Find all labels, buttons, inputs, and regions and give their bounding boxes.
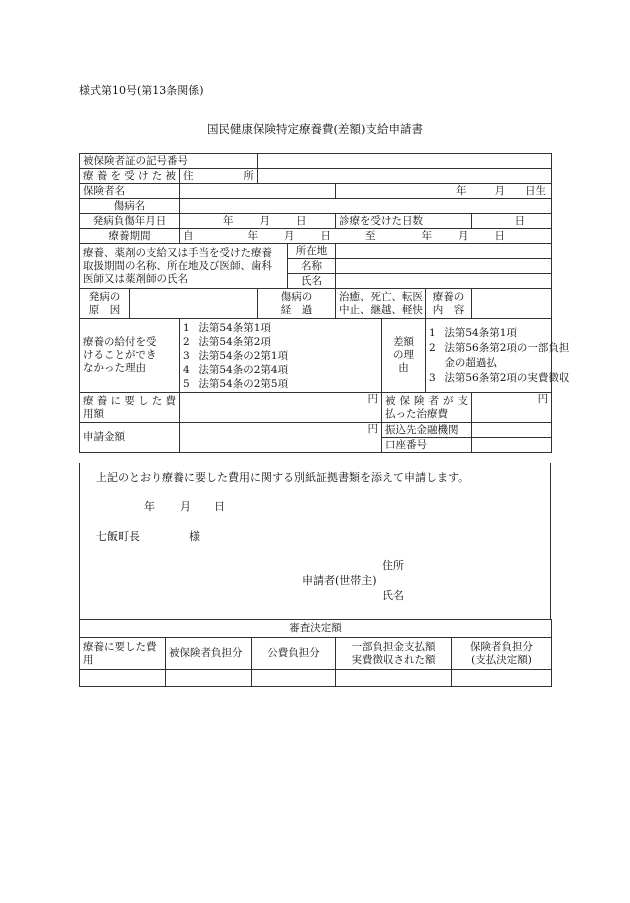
insured-id-label: 被保険者証の記号番号 <box>80 154 258 169</box>
course-label-line-1: 傷病の <box>280 290 313 303</box>
diff-option-3[interactable] <box>429 371 570 386</box>
patient-birthdate-field[interactable] <box>336 184 552 199</box>
paid-label <box>382 393 472 423</box>
review-col-partial-payment <box>336 638 452 670</box>
illness-name-label: 傷病名 <box>80 199 180 214</box>
treatment-days-unit: 日 <box>514 214 526 227</box>
provider-desc-line-3: 医師又は薬剤師の氏名 <box>83 272 188 285</box>
diff-option-2-cont <box>429 356 548 371</box>
period-to-month: 月 <box>458 229 469 242</box>
review-col-insurer-share <box>452 638 552 670</box>
reason-option-4[interactable] <box>183 363 378 377</box>
applicant-label: 申請者(世帯主) <box>302 574 377 587</box>
reason-option-3[interactable] <box>183 349 378 363</box>
provider-facility-name-label: 名称 <box>288 259 336 274</box>
date-day-unit: 日 <box>214 500 225 513</box>
statement-area <box>79 463 551 620</box>
birth-day-unit: 日生 <box>525 184 547 197</box>
reason-option-number: 3 <box>183 349 190 362</box>
diff-option-2[interactable] <box>429 341 570 356</box>
period-field[interactable] <box>180 229 552 244</box>
cost-label-line-2: 用額 <box>83 407 104 420</box>
provider-person-name-label: 氏名 <box>288 274 336 289</box>
diff-option-text: 法第54条第1項 <box>444 326 517 339</box>
reason-label-line-1: 療養の給付を受 <box>83 336 157 348</box>
cause-field[interactable] <box>130 289 258 319</box>
treatment-days-field[interactable] <box>472 214 552 229</box>
review-col5-line-2: (支払決定額) <box>471 653 532 666</box>
patient-name-field[interactable] <box>180 184 336 199</box>
cause-label-line-1: 発病の <box>88 290 121 303</box>
patient-label-2: 保険者名 <box>80 184 180 199</box>
diff-option-text: 法第56条第2項の実費徴収 <box>444 371 570 384</box>
outcome-line-1: 治癒、死亡、転医 <box>339 290 424 303</box>
applicant-address-label: 住所 <box>382 559 404 572</box>
reason-option-text: 法第54条第1項 <box>198 321 271 334</box>
period-from-month: 月 <box>284 229 295 242</box>
statement-text: 上記のとおり療養に要した費用に関する別紙証拠書類を添えて申請します。 <box>96 471 470 484</box>
injury-day-unit: 日 <box>296 214 307 227</box>
account-label: 口座番号 <box>382 438 472 453</box>
cost-field[interactable] <box>180 393 382 423</box>
bank-label: 振込先金融機関 <box>382 423 472 438</box>
review-partial-payment-value[interactable] <box>336 670 452 687</box>
provider-desc-line-1: 療養、薬剤の支給又は手当を受けた療養 <box>83 246 272 259</box>
addressee: 七飯町長 <box>96 530 140 543</box>
date-month-unit: 月 <box>180 500 191 513</box>
diff-option-number: 3 <box>429 371 436 384</box>
cost-yen-unit: 円 <box>367 393 379 405</box>
reason-option-text: 法第54条の2第1項 <box>198 349 289 362</box>
diff-option-text: 金の超過払 <box>444 356 497 369</box>
outcome-line-2: 中止、継越、軽快 <box>339 303 424 316</box>
birth-year-unit: 年 <box>456 184 467 197</box>
reason-label-line-2: けることができ <box>83 349 157 361</box>
diff-option-number: 2 <box>429 341 436 354</box>
review-col-cost: 療養に要した費用 <box>80 638 166 670</box>
injury-date-field[interactable] <box>180 214 336 229</box>
reason-option-2[interactable] <box>183 335 378 349</box>
bank-field[interactable] <box>472 423 552 438</box>
cause-label-line-2: 原 因 <box>88 303 121 316</box>
review-public-share-value[interactable] <box>252 670 336 687</box>
patient-label-1: 療養を受けた被 <box>80 169 180 184</box>
review-cost-value[interactable] <box>80 670 166 687</box>
addressee-honorific: 様 <box>189 530 200 543</box>
paid-label-line-2: 払った治療費 <box>385 407 449 420</box>
insured-id-field[interactable] <box>258 154 552 169</box>
reason-option-5[interactable] <box>183 377 378 391</box>
reason-option-number: 1 <box>183 321 190 334</box>
provider-desc-line-2: 取扱期間の名称、所在地及び医師、歯科 <box>83 259 272 272</box>
patient-address-field[interactable] <box>258 169 552 184</box>
request-amount-label: 申請金額 <box>80 423 180 453</box>
diff-reason-options[interactable] <box>426 319 570 393</box>
reason-option-text: 法第54条第2項 <box>198 335 271 348</box>
reason-option-text: 法第54条の2第5項 <box>198 377 289 390</box>
cost-label-line-1: 療養に要した費 <box>83 394 176 407</box>
request-amount-field[interactable] <box>180 423 382 453</box>
diff-label-line-1: 差額 <box>393 336 415 348</box>
application-form-table <box>79 153 570 453</box>
cause-label <box>80 289 130 319</box>
content-label <box>426 289 472 319</box>
period-from-year: 年 <box>247 229 258 242</box>
account-field[interactable] <box>472 438 552 453</box>
review-insured-share-value[interactable] <box>166 670 252 687</box>
treatment-days-label: 診療を受けた日数 <box>336 214 472 229</box>
diff-option-text: 法第56条第2項の一部負担 <box>444 341 570 354</box>
period-label: 療養期間 <box>80 229 180 244</box>
provider-location-field[interactable] <box>336 244 552 259</box>
review-col-public-share: 公費負担分 <box>252 638 336 670</box>
review-col-insured-share: 被保険者負担分 <box>166 638 252 670</box>
review-col4-line-2: 実費徴収された額 <box>351 653 436 666</box>
reason-options[interactable] <box>180 319 382 393</box>
review-insurer-share-value[interactable] <box>452 670 552 687</box>
content-label-line-1: 療養の <box>432 290 465 303</box>
injury-year-unit: 年 <box>223 214 234 227</box>
review-decision-table <box>79 619 552 687</box>
period-to-year: 年 <box>421 229 432 242</box>
provider-facility-name-field[interactable] <box>336 259 552 274</box>
form-number: 様式第10号(第13条関係) <box>79 84 204 97</box>
reason-option-text: 法第54条の2第4項 <box>198 363 289 376</box>
reason-option-number: 4 <box>183 363 190 376</box>
diff-option-number: 1 <box>429 326 436 339</box>
provider-person-name-field[interactable] <box>336 274 552 289</box>
period-to: 至 <box>365 229 376 242</box>
date-year-unit: 年 <box>144 500 155 513</box>
reason-option-number: 2 <box>183 335 190 348</box>
cost-label <box>80 393 180 423</box>
period-from-day: 日 <box>320 229 331 242</box>
content-label-line-2: 内 容 <box>432 303 465 316</box>
applicant-name-label: 氏名 <box>382 589 404 602</box>
course-label <box>258 289 336 319</box>
review-col4-line-1: 一部負担金支払額 <box>351 640 436 653</box>
content-field[interactable] <box>472 289 552 319</box>
injury-month-unit: 月 <box>259 214 270 227</box>
review-col5-line-1: 保険者負担分 <box>470 640 534 653</box>
paid-label-line-1: 被保険者が支 <box>385 394 469 407</box>
diff-reason-label <box>382 319 426 393</box>
provider-location-label: 所在地 <box>288 244 336 259</box>
request-yen-unit: 円 <box>367 423 379 435</box>
paid-yen-unit: 円 <box>537 393 549 405</box>
birth-month-unit: 月 <box>494 184 506 197</box>
period-from: 自 <box>183 229 194 242</box>
paid-field[interactable] <box>472 393 552 423</box>
diff-label-line-3: 由 <box>398 362 409 374</box>
diff-label-line-2: の理 <box>393 349 415 361</box>
address-label: 住所 <box>180 169 258 184</box>
provider-description <box>80 244 288 289</box>
period-to-day: 日 <box>494 229 505 242</box>
course-label-line-2: 経 過 <box>280 303 313 316</box>
reason-option-number: 5 <box>183 377 190 390</box>
diff-option-1[interactable] <box>429 326 548 341</box>
illness-name-field[interactable] <box>180 199 552 214</box>
review-title: 審査決定額 <box>80 620 552 638</box>
reason-label <box>80 319 180 393</box>
document-title: 国民健康保険特定療養費(差額)支給申請書 <box>207 122 423 136</box>
reason-label-line-3: なかった理由 <box>83 362 146 374</box>
reason-option-1[interactable] <box>183 321 378 335</box>
outcome-options[interactable] <box>336 289 426 319</box>
injury-date-label: 発病負傷年月日 <box>80 214 180 229</box>
